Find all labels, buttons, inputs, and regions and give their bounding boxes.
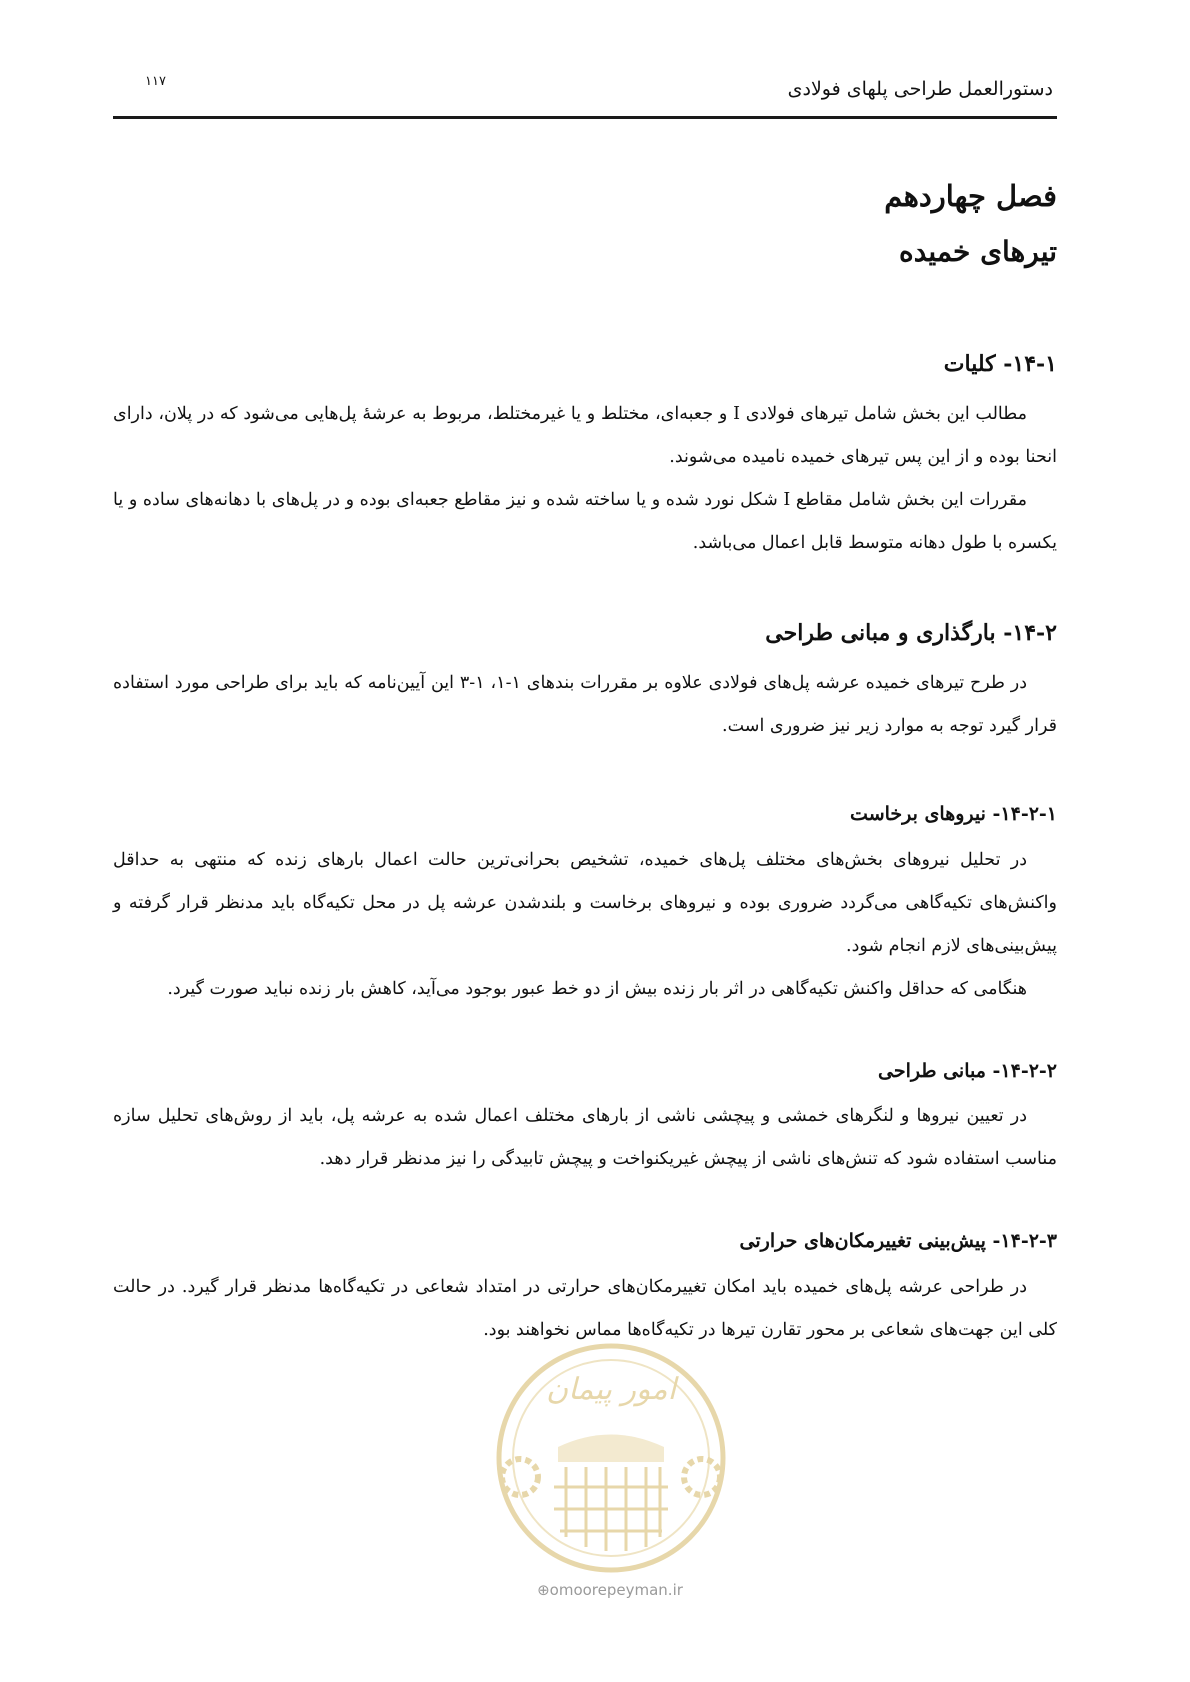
watermark-logo [488,1337,734,1579]
paragraph: در طرح تیرهای خمیده عرشه پل‌های فولادی علاوه بر مقررات بندهای ۱-۱، ۱-۳ این آیین‌نامه که باید برای طراحی مورد استفاده قرار گیرد توجه به موارد زیر نیز ضروری است. [113,673,1057,737]
paragraph: در طراحی عرشه پل‌های خمیده باید امکان تغییرمکان‌های حرارتی در امتداد شعاعی در تکیه‌گاه‌ها مدنظر قرار گیرد. در حالت کلی این جهت‌های شعاعی بر محور تقارن تیرها در تکیه‌گاه‌ها مماس نخواهند بود. [113,1276,1057,1340]
header-title: دستورالعمل طراحی پلهای فولادی [787,78,1053,100]
subsection-heading-uplift: ۱۴-۲-۱- نیروهای برخاست [850,803,1057,826]
watermark-site: omoorepeyman.ir [549,1581,683,1599]
chapter-title: فصل چهاردهم [884,179,1057,213]
paragraph: در تعیین نیروها و لنگرهای خمشی و پیچشی ناشی از بارهای مختلف اعمال شده به عرشه پل، باید از روش‌های تحلیل سازه مناسب استفاده شود که تنش‌های ناشی از پیچش غیریکنواخت و پیچش تابیدگی را نیز مدنظر قرار دهد. [113,1106,1057,1170]
watermark-logo-text: امور پیمان [546,1372,676,1407]
subsection-heading-thermal: ۱۴-۲-۳- پیش‌بینی تغییرمکان‌های حرارتی [739,1230,1057,1253]
main-content [113,178,1057,1352]
page-number: ۱۱۷ [145,74,166,89]
running-header [113,70,1057,119]
section-heading-loading: ۱۴-۲- بارگذاری و مبانی طراحی [765,620,1057,647]
globe-icon: ⊕ [537,1581,550,1599]
chapter-subtitle: تیرهای خمیده [899,234,1057,268]
paragraph: در تحلیل نیروهای بخش‌های مختلف پل‌های خمیده، تشخیص بحرانی‌ترین حالت اعمال بارهای زنده که منتهی به حداقل واکنش‌های تکیه‌گاهی می‌گردد ضروری بوده و نیروهای برخاست و بلندشدن عرشه پل در محل تکیه‌گاه باید مدنظر قرار گرفته و پیش‌بینی‌های لازم انجام شود. [113,849,1057,956]
paragraph: مقررات این بخش شامل مقاطع I شکل نورد شده و یا ساخته شده و نیز مقاطع جعبه‌ای بوده و در پل‌های با دهانه‌های ساده و یا یکسره با طول دهانه متوسط قابل اعمال می‌باشد. [113,490,1057,554]
section-heading-general: ۱۴-۱- کلیات [943,351,1057,378]
paragraph: مطالب این بخش شامل تیرهای فولادی I و جعبه‌ای، مختلط و یا غیرمختلط، مربوط به عرشهٔ پل‌هایی می‌شود که در پلان، دارای انحنا بوده و از این پس تیرهای خمیده نامیده می‌شوند. [113,404,1057,468]
paragraph: هنگامی که حداقل واکنش تکیه‌گاهی در اثر بار زنده بیش از دو خط عبور بوجود می‌آید، کاهش بار زنده نباید صورت گیرد. [167,978,1027,999]
subsection-heading-design-basis: ۱۴-۲-۲- مبانی طراحی [878,1059,1057,1082]
watermark-url [495,1581,725,1599]
